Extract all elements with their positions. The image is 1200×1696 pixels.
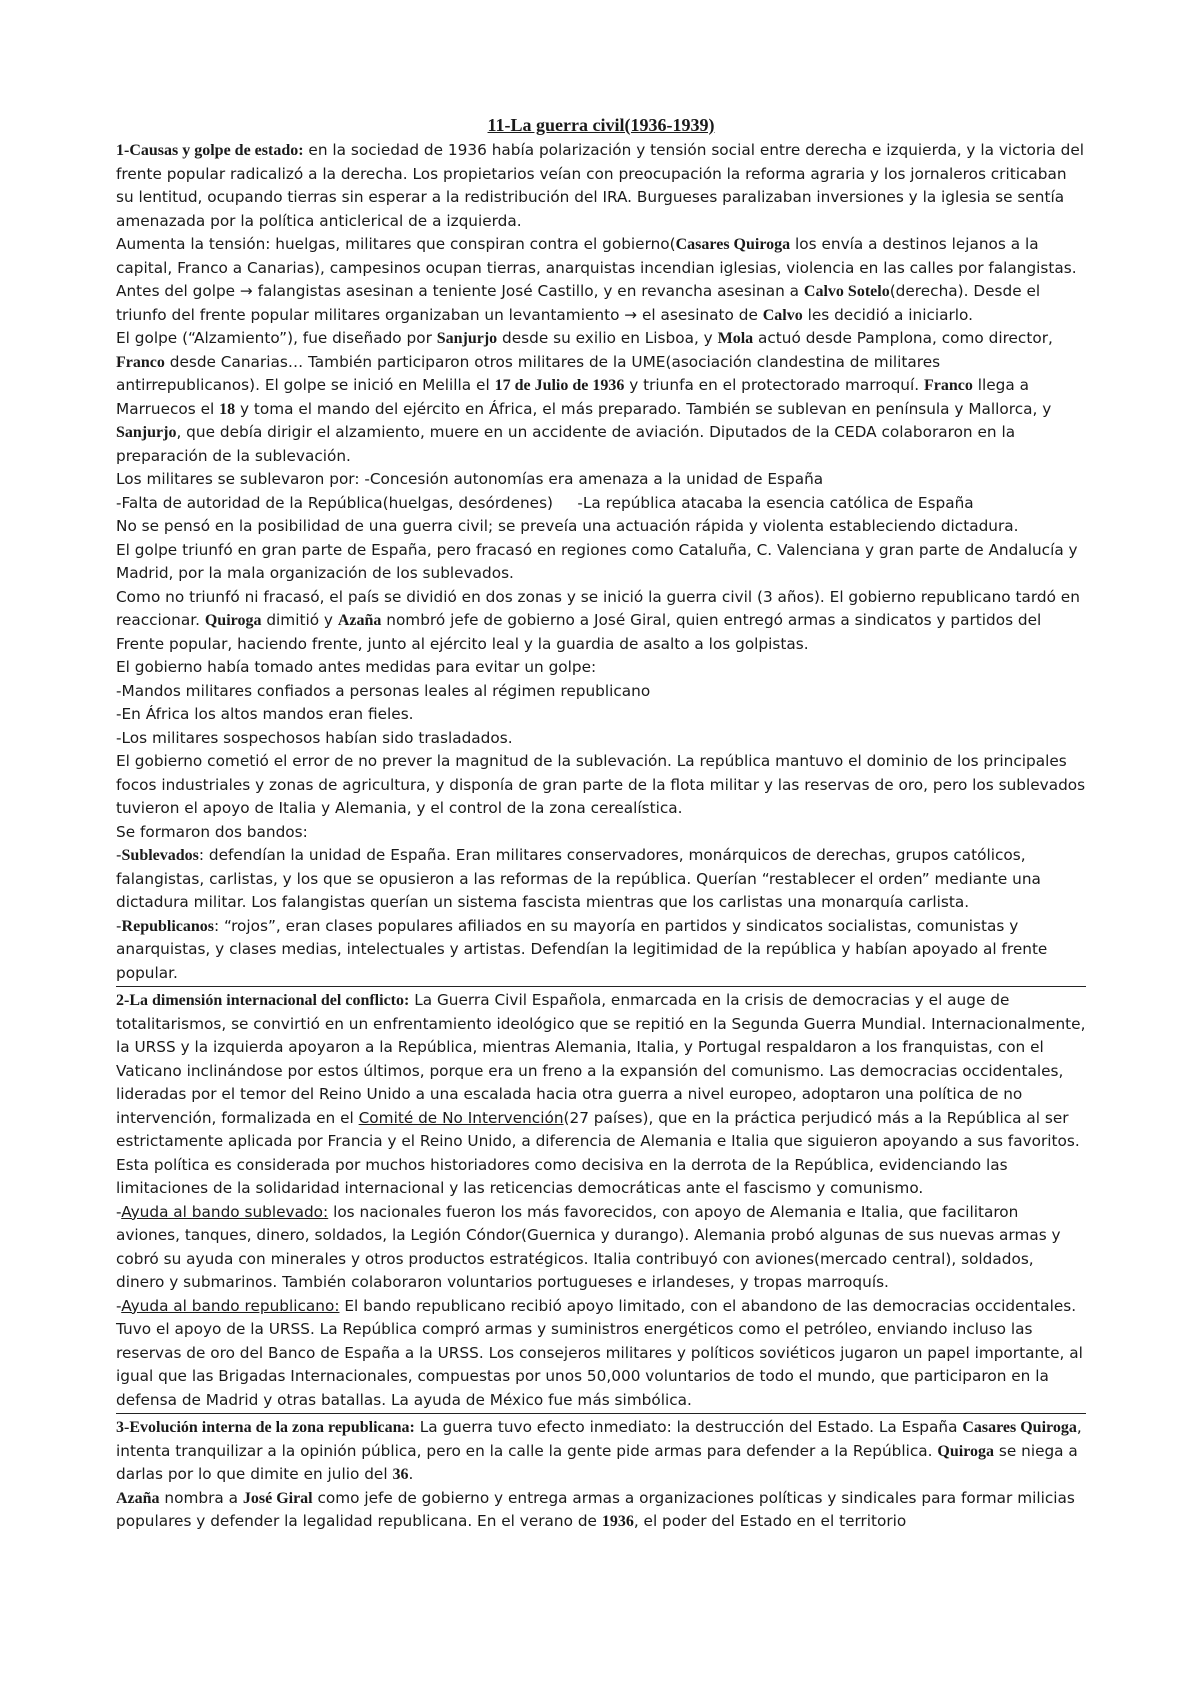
section-causas <box>116 139 1086 985</box>
paragraph <box>116 989 1086 1201</box>
bold-name: Franco <box>923 377 973 394</box>
bold-date: 18 <box>219 400 236 418</box>
paragraph: El golpe triunfó en gran parte de España, pero fracasó en regiones como Cataluña, C. Valenciana y gran parte de Andalucía y Madrid, por la mala organización de los sublevados. <box>116 540 1078 582</box>
list-item: -Sublevados: defendían la unidad de España. Eran militares conservadores, monárquicos de derechas, grupos católicos, falangistas, carlistas, y los que se opusieron a las reformas de la república. Querían “restablecer el orden” mediante una dictadura militar. Los falangistas querían un sistema fascista mientras que los carlistas una monarquía carlista. <box>116 846 1041 911</box>
paragraph: -Ayuda al bando sublevado: los nacionales fueron los más favorecidos, con apoyo de Alemania e Italia, que facilitaron aviones, tanques, dinero, soldados, la Legión Cóndor(Guernica y durango). Alemania probó algunas de sus nuevas armas y cobró su ayuda con minerales y otros productos estratégicos. Italia contribuyó con aviones(mercado central), soldados, dinero y submarinos. También colaboraron voluntarios portugueses e irlandeses, y tropas marroquís. <box>116 1202 1061 1291</box>
underlined-term: Comité de No Intervención <box>358 1108 564 1127</box>
paragraph: -Ayuda al bando republicano: El bando republicano recibió apoyo limitado, con el abandono de las democracias occidentales. Tuvo el apoyo de la URSS. La República compró armas y suministros energéticos como el petróleo, enviando incluso las reservas de oro del Banco de España a la URSS. Los consejeros militares y políticos soviéticos jugaron un papel importante, al igual que las Brigadas Internacionales, compuestas por unos 50,000 voluntarios de todo el mundo, que participaron en la defensa de Madrid y otras batallas. La ayuda de México fue más simbólica. <box>116 1296 1083 1409</box>
page-title: 11-La guerra civil(1936-1939) <box>487 115 715 135</box>
bold-name: José Giral <box>242 1489 313 1507</box>
bold-date: 36 <box>392 1466 409 1483</box>
text: desde Canarias… También participaron otros militares de la UME(asociación clandestina de militares antirrepublicanos). El golpe se inició en Melilla el <box>116 352 941 394</box>
bold-term: Sublevados <box>121 847 199 864</box>
paragraph: El gobierno había tomado antes medidas para evitar un golpe: <box>116 658 597 676</box>
bold-name: Quiroga <box>204 612 262 629</box>
bold-name: Calvo Sotelo <box>803 283 890 300</box>
bold-name: Casares Quiroga <box>962 1419 1077 1436</box>
text: La guerra tuvo efecto inmediato: la destrucción del Estado. La España <box>414 1418 963 1436</box>
list-item: -Republicanos: “rojos”, eran clases populares afiliados en su mayoría en partidos y sindicatos socialistas, comunistas y anarquistas, y clases medias, intelectuales y artistas. Defendían la legitimidad de la república y habían apoyado al frente popular. <box>116 916 1048 982</box>
paragraph <box>116 586 1086 657</box>
paragraph <box>116 327 1086 468</box>
text: nombró jefe de gobierno a José Giral, quien entregó armas a sindicatos y partidos del Frente popular, haciendo frente, junto al ejército leal y la guardia de asalto a los golpistas. <box>116 611 1042 653</box>
bold-term: Republicanos <box>121 917 214 935</box>
paragraph <box>116 233 1086 327</box>
text: como jefe de gobierno y entrega armas a organizaciones políticas y sindicales para formar milicias populares y defender la legalidad republicana. En el verano de <box>116 1488 1075 1530</box>
bold-name: Azaña <box>337 612 382 629</box>
paragraph: -Falta de autoridad de la República(huelgas, desórdenes) -La república atacaba la esencia católica de España <box>116 493 974 512</box>
text: (derecha). Desde el triunfo del frente popular militares organizaban un levantamiento → el asesinato de <box>116 282 1041 324</box>
list-item: -Mandos militares confiados a personas leales al régimen republicano <box>116 681 651 700</box>
paragraph <box>116 1416 1086 1487</box>
paragraph: Los militares se sublevaron por: -Concesión autonomías era amenaza a la unidad de España <box>116 470 824 488</box>
text: nombra a <box>159 1488 243 1507</box>
underlined-term: Ayuda al bando republicano: <box>121 1296 340 1315</box>
text: se niega a darlas por lo que dimite en julio del <box>116 1441 1078 1483</box>
bold-name: Calvo <box>762 306 803 324</box>
text: , el poder del Estado en el territorio <box>633 1512 907 1530</box>
text: desde su exilio en Lisboa, y <box>497 329 718 347</box>
paragraph: Se formaron dos bandos: <box>116 822 308 841</box>
text: La Guerra Civil Española, enmarcada en la crisis de democracias y el auge de totalitarismos, se convirtió en un enfrentamiento ideológico que se repitió en la Segunda Guerra Mundial. Internacionalmente, la URSS y la izquierda apoyaron a la República, mientras Alemania, Italia, y Portugal respaldaron a los franquistas, con el Vaticano inclinándose por estos últimos, porque era un freno a la expansión del comunismo. Las democracias occidentales, lideradas por el temor del Reino Unido a una escalada hacia otra guerra a nivel europeo, adoptaron una política de no intervención, formalizada en el <box>116 991 1086 1127</box>
text: . <box>408 1465 414 1483</box>
section-divider <box>116 986 1086 987</box>
bold-date: 17 de Julio de 1936 <box>494 377 625 394</box>
text: y triunfa en el protectorado marroquí. <box>624 376 924 394</box>
list-item: -En África los altos mandos eran fieles. <box>116 705 414 723</box>
text: El bando republicano recibió apoyo limitado, con el abandono de las democracias occidentales. Tuvo el apoyo de la URSS. La República compró armas y suministros energéticos como el petróleo, enviando incluso las reservas de oro del Banco de España a la URSS. Los consejeros militares y políticos soviéticos jugaron un papel importante, al igual que las Brigadas Internacionales, compuestas por unos 50,000 voluntarios de todo el mundo, que participaron en la defensa de Madrid y otras batallas. La ayuda de México fue más simbólica. <box>116 1296 1083 1409</box>
section-divider <box>116 1413 1086 1414</box>
text: los nacionales fueron los más favorecidos, con apoyo de Alemania e Italia, que facilitaron aviones, tanques, dinero, soldados, la Legión Cóndor(Guernica y durango). Alemania probó algunas de sus nuevas armas y cobró su ayuda con minerales y otros productos estratégicos. Italia contribuyó con aviones(mercado central), soldados, dinero y submarinos. También colaboraron voluntarios portugueses e irlandeses, y tropas marroquís. <box>116 1202 1061 1291</box>
paragraph <box>116 139 1086 233</box>
text: les decidió a iniciarlo. <box>802 305 974 324</box>
text: actuó desde Pamplona, como director, <box>753 329 1053 347</box>
text: Aumenta la tensión: huelgas, militares que conspiran contra el gobierno( <box>116 235 676 253</box>
text: y toma el mando del ejército en África, el más preparado. También se sublevan en península y Mallorca, y <box>235 399 1052 418</box>
text: : defendían la unidad de España. Eran militares conservadores, monárquicos de derechas, grupos católicos, falangistas, carlistas, y los que se opusieron a las reformas de la república. Querían “restablecer el orden” mediante una dictadura militar. Los falangistas querían un sistema fascista mientras que los carlistas una monarquía carlista. <box>116 846 1041 911</box>
text: los envía a destinos lejanos a la capital, Franco a Canarias), campesinos ocupan tierras, anarquistas incendian iglesias, violencia en las calles por falangistas. Antes del golpe → falangistas asesinan a teniente José Castillo, y en revancha asesinan a <box>116 235 1077 300</box>
section-republicana <box>116 1416 1086 1534</box>
bold-name: Azaña <box>116 1489 160 1507</box>
section-heading: 2-La dimensión internacional del conflicto: <box>116 992 410 1009</box>
paragraph <box>116 1487 1086 1534</box>
bold-name: Mola <box>717 330 754 347</box>
text: : “rojos”, eran clases populares afiliados en su mayoría en partidos y sindicatos socialistas, comunistas y anarquistas, y clases medias, intelectuales y artistas. Defendían la legitimidad de la república y habían apoyado al frente popular. <box>116 916 1048 982</box>
bold-date: 1936 <box>601 1513 634 1530</box>
underlined-term: Ayuda al bando sublevado: <box>121 1202 329 1221</box>
paragraph: El gobierno cometió el error de no prever la magnitud de la sublevación. La república mantuvo el dominio de los principales focos industriales y zonas de agricultura, y disponía de gran parte de la flota militar y las reservas de oro, pero los sublevados tuvieron el apoyo de Italia y Alemania, y el control de la zona cerealística. <box>116 752 1086 817</box>
bold-name: Quiroga <box>937 1442 995 1460</box>
text: en la sociedad de 1936 había polarización y tensión social entre derecha e izquierda, y la victoria del frente popular radicalizó a la derecha. Los propietarios veían con preocupación la reforma agraria y los jornaleros criticaban su lentitud, ocupando tierras sin esperar a la redistribución del IRA. Burgueses paralizaban inversiones y la iglesia se sentía amenazada por la política anticlerical de a izquierda. <box>116 141 1085 230</box>
text: El golpe (“Alzamiento”), fue diseñado por <box>116 329 437 347</box>
bold-name: Franco <box>116 353 165 371</box>
text: , que debía dirigir el alzamiento, muere en un accidente de aviación. Diputados de la CEDA colaboraron en la preparación de la sublevación. <box>116 423 1016 465</box>
text: , intenta tranquilizar a la opinión pública, pero en la calle la gente pide armas para defender a la República. <box>116 1418 1082 1460</box>
text: llega a Marruecos el <box>116 376 1029 418</box>
section-heading: 1-Causas y golpe de estado: <box>116 142 304 159</box>
bold-name: Sanjurjo <box>116 424 177 441</box>
list-item: -Los militares sospechosos habían sido trasladados. <box>116 728 513 747</box>
paragraph: No se pensó en la posibilidad de una guerra civil; se preveía una actuación rápida y violenta estableciendo dictadura. <box>116 517 1019 535</box>
text: dimitió y <box>261 611 338 629</box>
bold-name: Sanjurjo <box>436 330 498 347</box>
document-page <box>116 113 1086 1534</box>
section-internacional <box>116 989 1086 1412</box>
text: Como no triunfó ni fracasó, el país se dividió en dos zonas y se inició la guerra civil (3 años). El gobierno republicano tardó en reaccionar. <box>116 587 1080 629</box>
section-heading: 3-Evolución interna de la zona republicana: <box>116 1419 415 1436</box>
bold-name: Casares Quiroga <box>675 236 791 253</box>
text: (27 países), que en la práctica perjudicó más a la República al ser estrictamente aplicada por Francia y el Reino Unido, a diferencia de Alemania e Italia que siguieron apoyando a sus favoritos. Esta política es considerada por muchos historiadores como decisiva en la derrota de la República, evidenciando las limitaciones de la solidaridad internacional y las reticencias democráticas ante el fascismo y comunismo. <box>116 1108 1080 1197</box>
